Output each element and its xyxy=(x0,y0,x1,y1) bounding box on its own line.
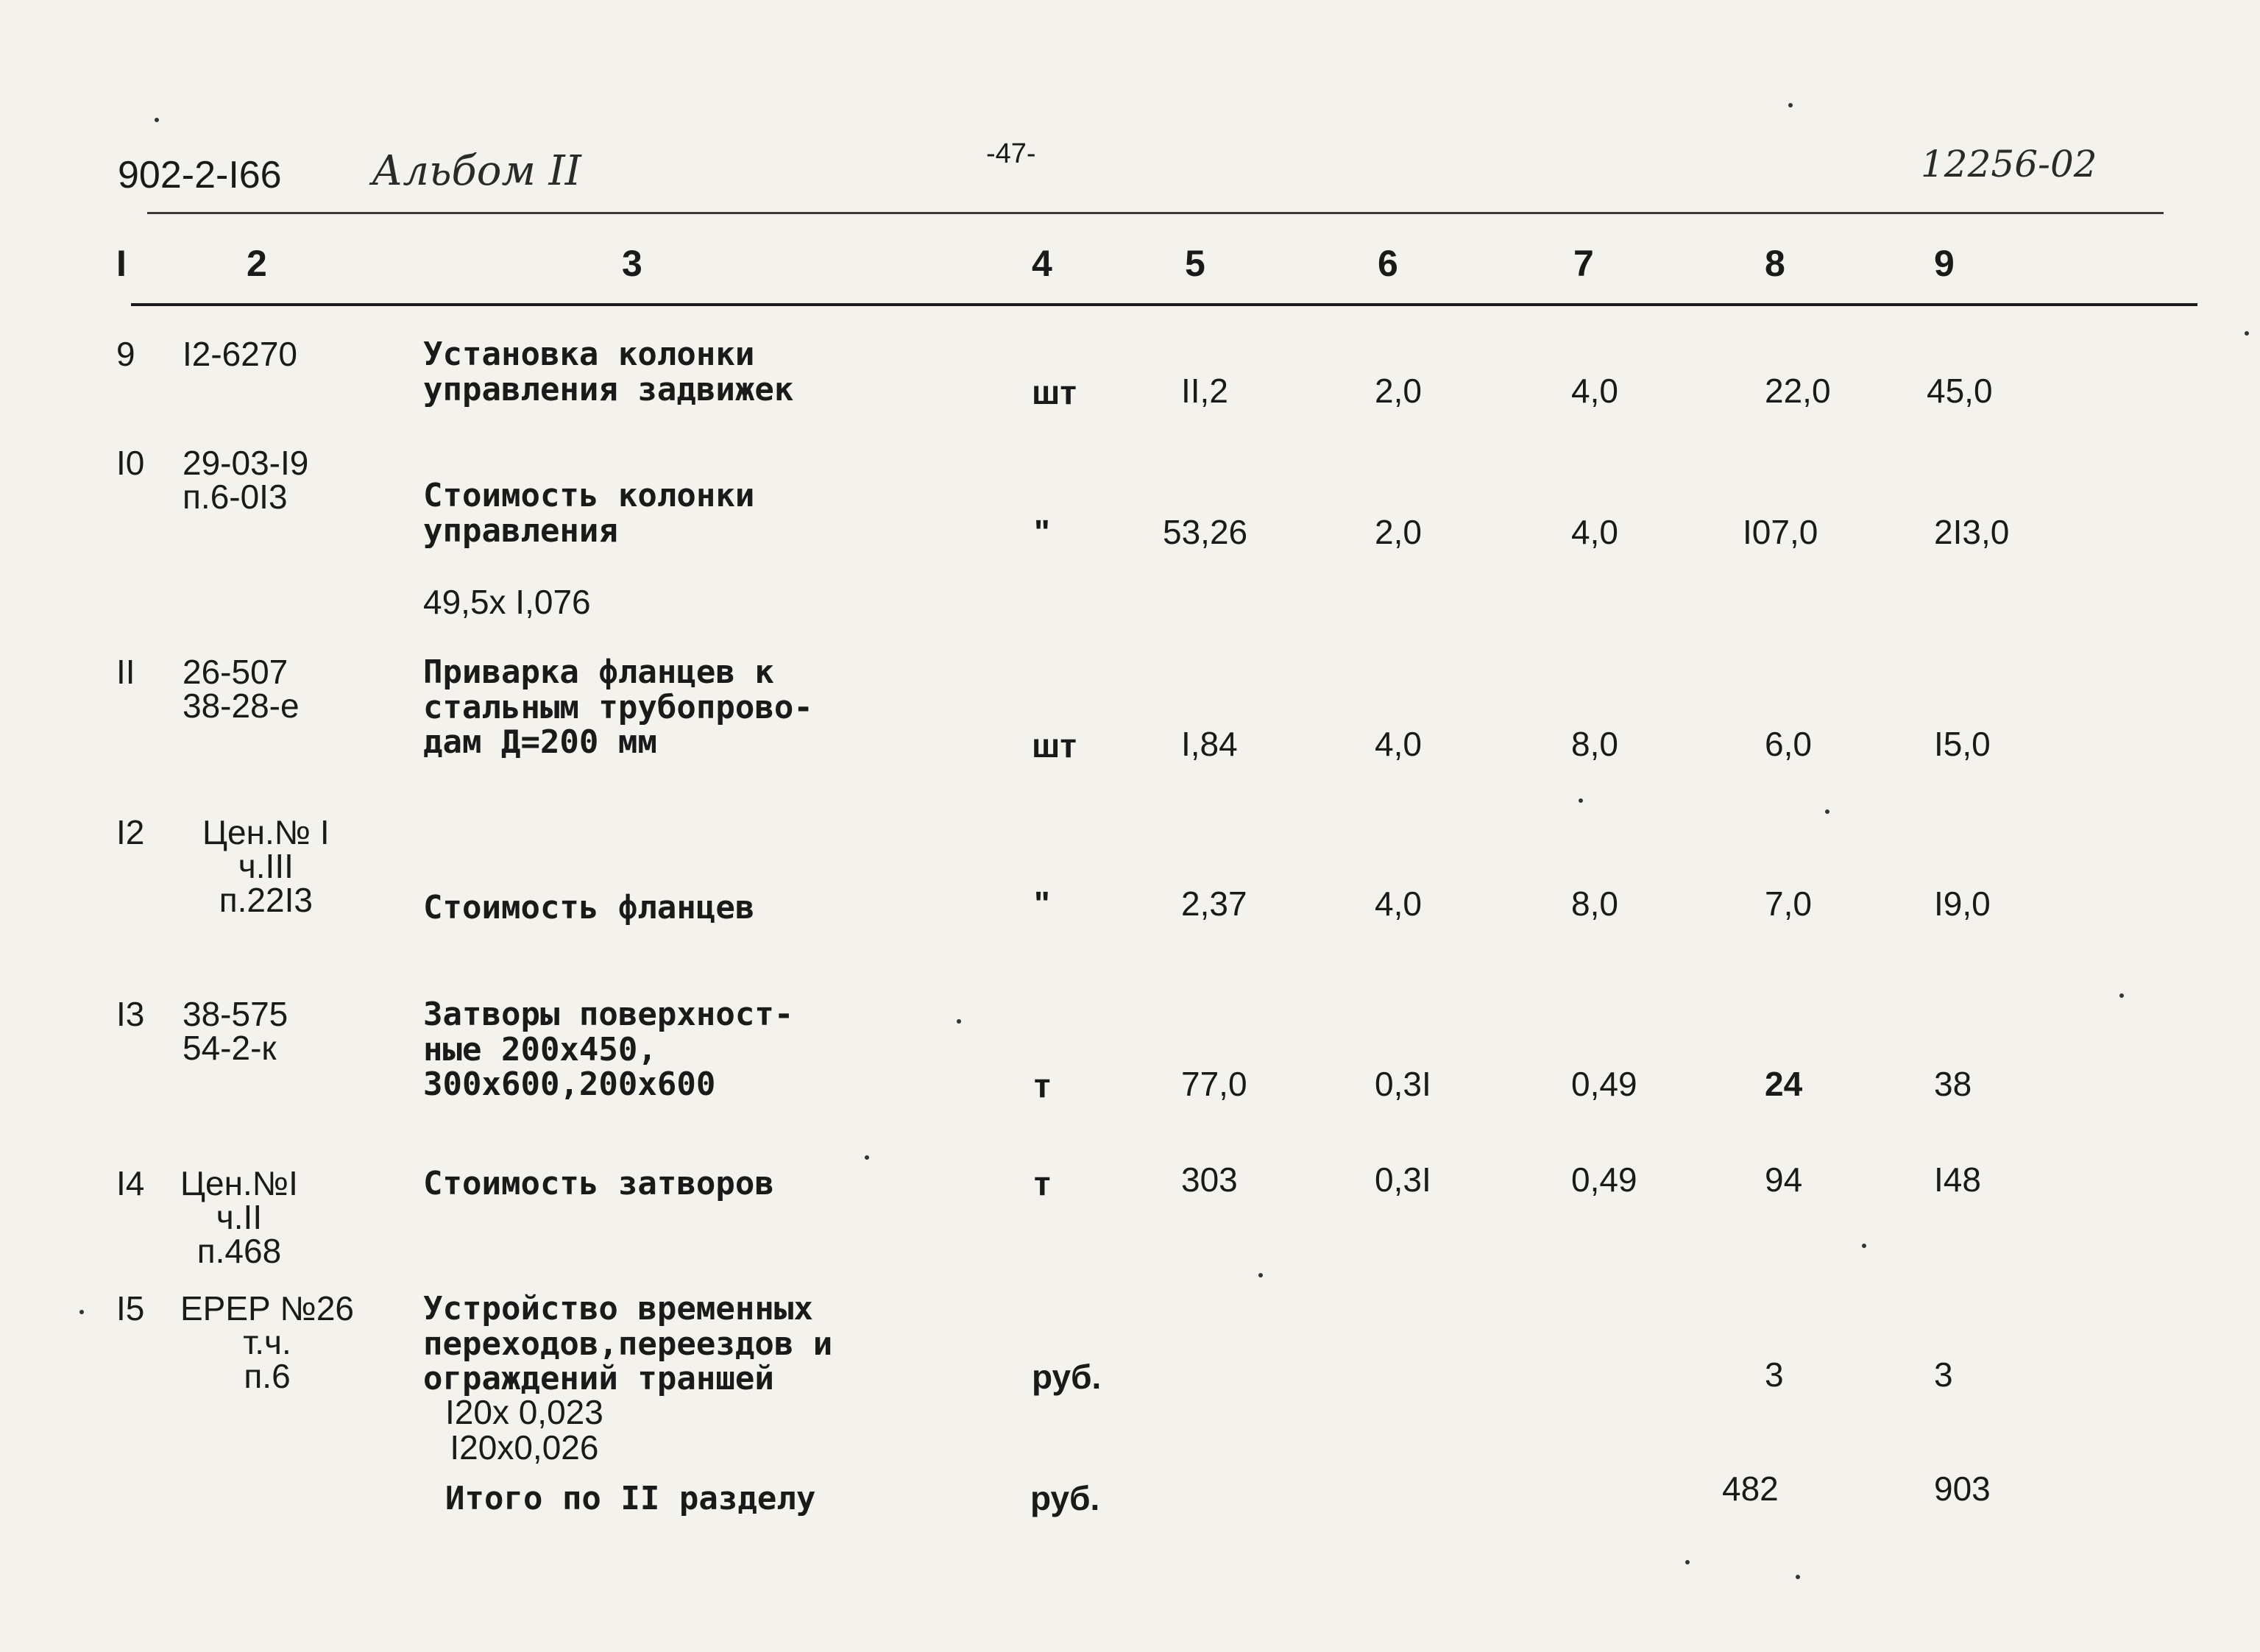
page-number: -47- xyxy=(986,138,1036,169)
scan-speck xyxy=(1862,1244,1866,1248)
row-unit: " xyxy=(1034,885,1050,923)
row-description: Затворы поверхност- ные 200х450, 300х600,200х600 xyxy=(423,996,794,1104)
scan-speck xyxy=(1796,1575,1800,1579)
row-col7: 4,0 xyxy=(1571,513,1618,551)
row-col8: 22,0 xyxy=(1765,372,1831,410)
row-number: 9 xyxy=(116,335,135,373)
row-code: I2-6270 xyxy=(183,335,298,373)
col-5-number: 5 xyxy=(1185,243,1205,284)
row-code: Цен.№ I ч.III п.22I3 xyxy=(202,813,330,919)
row-col5: 2,37 xyxy=(1181,885,1247,923)
row-col9: 2I3,0 xyxy=(1934,513,2010,551)
row-code: Цен.№I ч.II п.468 xyxy=(180,1164,298,1270)
row-note: I20х 0,023 I20х0,026 xyxy=(445,1393,603,1467)
row-number: I3 xyxy=(116,995,145,1033)
row-number: I5 xyxy=(116,1289,145,1327)
row-number: I2 xyxy=(116,813,145,851)
row-col7: 8,0 xyxy=(1571,885,1618,923)
row-description: Стоимость затворов xyxy=(423,1165,774,1202)
row-unit: т xyxy=(1034,1066,1051,1105)
row-unit: руб. xyxy=(1032,1358,1102,1396)
header-underline xyxy=(147,212,2164,214)
total-label: Итого по II разделу xyxy=(445,1480,816,1517)
scan-speck xyxy=(1258,1273,1263,1277)
col-3-number: 3 xyxy=(622,243,642,284)
col-4-number: 4 xyxy=(1032,243,1052,284)
row-col6: 0,3I xyxy=(1375,1160,1431,1199)
col-1-number: I xyxy=(116,243,127,284)
col-9-number: 9 xyxy=(1934,243,1955,284)
scan-speck xyxy=(79,1310,84,1314)
row-unit: т xyxy=(1034,1164,1051,1202)
row-col7: 8,0 xyxy=(1571,725,1618,763)
row-col5: 77,0 xyxy=(1181,1065,1247,1103)
row-col5: 53,26 xyxy=(1163,513,1248,551)
document-code: 902-2-I66 xyxy=(118,154,282,196)
row-note: 49,5х I,076 xyxy=(423,583,591,621)
col-8-number: 8 xyxy=(1765,243,1785,284)
row-col9: 38 xyxy=(1934,1065,1972,1103)
row-description: Стоимость колонки управления xyxy=(423,477,755,550)
row-col6: 2,0 xyxy=(1375,372,1422,410)
row-col9: 45,0 xyxy=(1927,372,1993,410)
row-col5: 303 xyxy=(1181,1160,1238,1199)
scan-speck xyxy=(957,1019,961,1024)
row-number: I0 xyxy=(116,444,145,482)
row-col9: I9,0 xyxy=(1934,885,1991,923)
row-number: II xyxy=(116,653,135,691)
row-col5: II,2 xyxy=(1181,372,1228,410)
scan-speck xyxy=(1788,103,1793,107)
row-col7: 0,49 xyxy=(1571,1160,1637,1199)
sheet-code: 12256-02 xyxy=(1921,143,2097,185)
row-code: ЕРЕР №26 т.ч. п.6 xyxy=(180,1289,355,1395)
scan-speck xyxy=(2245,331,2249,336)
row-col8: 7,0 xyxy=(1765,885,1812,923)
row-col7: 0,49 xyxy=(1571,1065,1637,1103)
row-col8: 94 xyxy=(1765,1160,1803,1199)
row-col9: I48 xyxy=(1934,1160,1981,1199)
row-col8: 24 xyxy=(1765,1065,1803,1103)
row-description: Установка колонки управления задвижек xyxy=(423,336,794,408)
row-code: 38-575 54-2-к xyxy=(183,995,288,1067)
row-col8: 6,0 xyxy=(1765,725,1812,763)
scan-speck xyxy=(1685,1560,1690,1564)
total-col8: 482 xyxy=(1722,1470,1779,1508)
row-number: I4 xyxy=(116,1164,145,1202)
scan-speck xyxy=(1579,798,1583,803)
row-col7: 4,0 xyxy=(1571,372,1618,410)
scan-speck xyxy=(1825,809,1829,814)
total-col9: 903 xyxy=(1934,1470,1991,1508)
col-7-number: 7 xyxy=(1573,243,1594,284)
row-unit: шт xyxy=(1032,726,1077,765)
row-description: Устройство временных переходов,переездов и ограждений траншей xyxy=(423,1290,833,1398)
row-col5: I,84 xyxy=(1181,725,1238,763)
row-unit: " xyxy=(1034,513,1050,551)
scan-speck xyxy=(865,1155,869,1160)
row-code: 26-507 38-28-е xyxy=(183,653,300,725)
total-unit: руб. xyxy=(1030,1479,1100,1517)
column-header-rule xyxy=(131,303,2197,306)
row-description: Стоимость фланцев xyxy=(423,889,755,926)
row-col6: 4,0 xyxy=(1375,885,1422,923)
row-col6: 0,3I xyxy=(1375,1065,1431,1103)
scan-speck xyxy=(2119,993,2124,998)
row-col9: I5,0 xyxy=(1934,725,1991,763)
album-label: Альбом II xyxy=(372,147,581,195)
row-code: 29-03-I9 п.6-0I3 xyxy=(183,444,309,516)
row-col6: 2,0 xyxy=(1375,513,1422,551)
row-col9: 3 xyxy=(1934,1355,1953,1394)
col-2-number: 2 xyxy=(247,243,267,284)
row-col8: 3 xyxy=(1765,1355,1784,1394)
row-description: Приварка фланцев к стальным трубопрово- дам Д=200 мм xyxy=(423,653,813,762)
scan-speck xyxy=(155,118,159,122)
row-col8: I07,0 xyxy=(1743,513,1818,551)
row-col6: 4,0 xyxy=(1375,725,1422,763)
col-6-number: 6 xyxy=(1378,243,1398,284)
row-unit: шт xyxy=(1032,373,1077,411)
